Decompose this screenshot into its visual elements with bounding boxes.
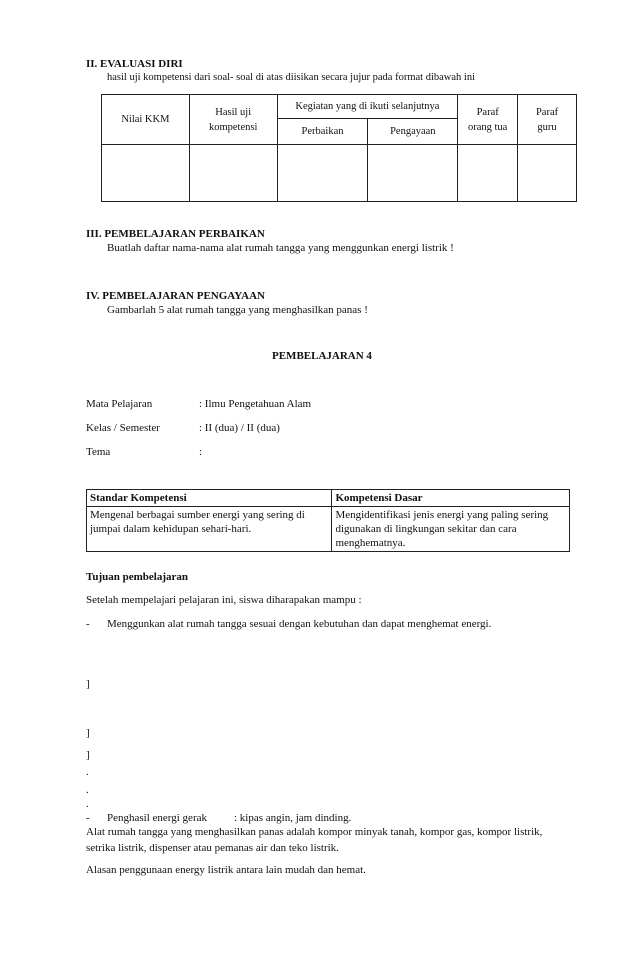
kelas-value: : II (dua) / II (dua) <box>199 422 280 434</box>
section-4-title: IV. PEMBELAJARAN PENGAYAAN <box>86 290 265 302</box>
section-3-title: III. PEMBELAJARAN PERBAIKAN <box>86 228 265 240</box>
kd-header: Kompetensi Dasar <box>332 490 570 507</box>
gerak-label: Penghasil energi gerak <box>107 812 207 824</box>
header-paraf-orang-tua <box>458 95 518 145</box>
header-pengayaan: Pengayaan <box>368 119 458 145</box>
sk-text: Mengenal berbagai sumber energi yang sering di jumpai dalam kehidupan sehari-hari. <box>87 507 332 552</box>
header-hasil-line2: kompetensi <box>208 121 258 133</box>
goals-item-dash: - <box>86 618 90 630</box>
self-evaluation-table <box>101 94 577 202</box>
section-4-text: Gambarlah 5 alat rumah tangga yang menghasilkan panas ! <box>107 304 368 316</box>
mapel-label: Mata Pelajaran <box>86 398 153 410</box>
lesson-heading: PEMBELAJARAN 4 <box>272 350 372 362</box>
section-2-title: II. EVALUASI DIRI <box>86 58 183 70</box>
header-paraf-guru <box>518 95 577 145</box>
bracket-mark-1: ] <box>86 678 90 690</box>
panas-line-2: setrika listrik, dispenser atau pemanas air dan teko listrik. <box>86 842 339 854</box>
alasan-text: Alasan penggunaan energy listrik antara lain mudah dan hemat. <box>86 864 366 876</box>
header-paraf-guru-line1: Paraf <box>535 106 559 118</box>
cell-hasil-uji <box>189 145 277 202</box>
closing-dash: - <box>86 812 90 824</box>
header-hasil-line1: Hasil uji <box>215 106 252 118</box>
header-paraf-guru-line2: guru <box>537 121 557 133</box>
header-paraf-ortu-line1: Paraf <box>476 106 499 118</box>
kelas-label: Kelas / Semester <box>86 422 160 434</box>
header-kegiatan: Kegiatan yang di ikuti selanjutnya <box>277 95 458 119</box>
cell-paraf-orang-tua <box>458 145 518 202</box>
header-nilai-kkm: Nilai KKM <box>102 95 190 145</box>
header-perbaikan: Perbaikan <box>277 119 368 145</box>
goals-item-1: Menggunkan alat rumah tangga sesuai dengan kebutuhan dan dapat menghemat energi. <box>107 618 492 630</box>
header-hasil-uji <box>189 95 277 145</box>
goals-intro: Setelah mempelajari pelajaran ini, siswa diharapakan mampu : <box>86 594 362 606</box>
bracket-mark-2: ] <box>86 727 90 739</box>
cell-paraf-guru <box>518 145 577 202</box>
panas-line-1: Alat rumah tangga yang menghasilkan panas adalah kompor minyak tanah, kompor gas, kompor listrik, <box>86 826 543 838</box>
tema-label: Tema <box>86 446 111 458</box>
gerak-value: : kipas angin, jam dinding. <box>234 812 352 824</box>
cell-nilai-kkm <box>102 145 190 202</box>
kd-text: Mengidentifikasi jenis energi yang paling sering digunakan di lingkungan sekitar dan cara menghematnya. <box>332 507 570 552</box>
dot-mark-2: . <box>86 784 89 796</box>
sk-header: Standar Kompetensi <box>87 490 332 507</box>
header-paraf-ortu-line2: orang tua <box>467 121 508 133</box>
bracket-mark-3: ] <box>86 749 90 761</box>
cell-pengayaan <box>368 145 458 202</box>
dot-mark-3: . <box>86 798 89 810</box>
section-2-subtitle: hasil uji kompetensi dari soal- soal di atas diisikan secara jujur pada format dibawah ini <box>107 72 475 83</box>
cell-perbaikan <box>277 145 368 202</box>
section-3-text: Buatlah daftar nama-nama alat rumah tangga yang menggunkan energi listrik ! <box>107 242 454 254</box>
goals-title: Tujuan pembelajaran <box>86 571 188 583</box>
dot-mark-1: . <box>86 766 89 778</box>
mapel-value: : Ilmu Pengetahuan Alam <box>199 398 312 410</box>
competency-table <box>86 489 570 552</box>
tema-value: : <box>199 446 203 458</box>
